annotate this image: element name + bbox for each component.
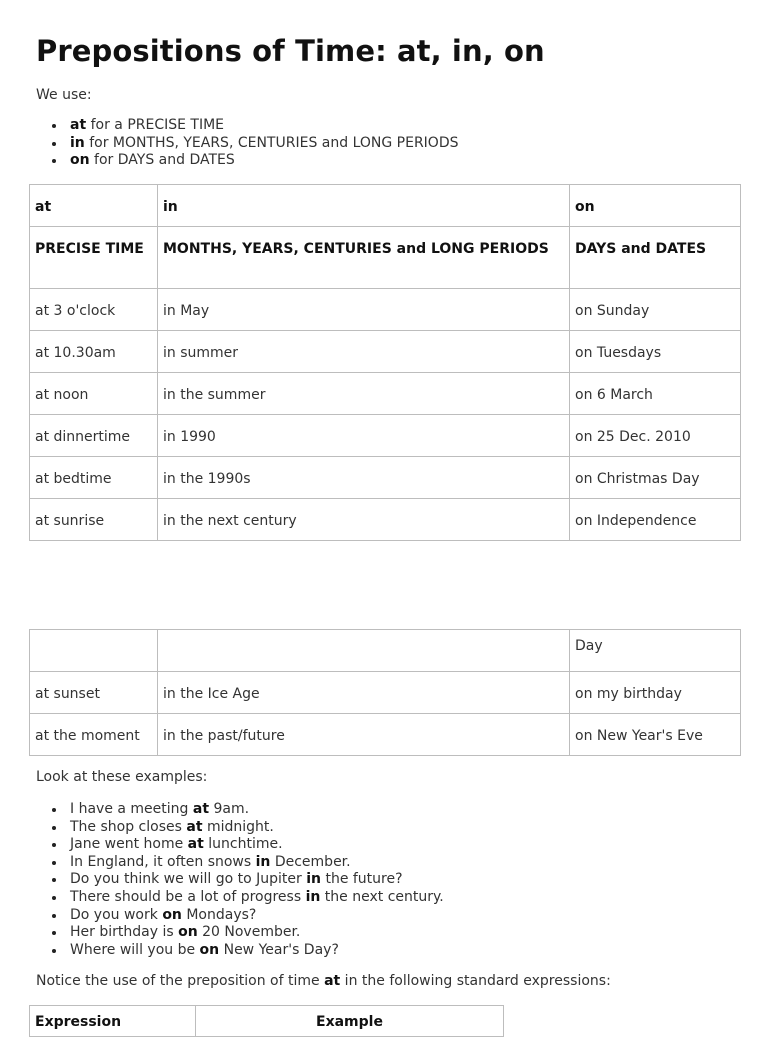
use-description: for DAYS and DATES: [89, 152, 235, 169]
table-row: [30, 714, 741, 756]
use-keyword: on: [70, 152, 90, 169]
notice-text-pre: Notice the use of the preposition of time: [36, 973, 325, 989]
table-cell: in the past/future: [158, 714, 570, 756]
table-row: [30, 289, 741, 331]
table-cell: in the 1990s: [158, 457, 570, 499]
notice-text: [36, 973, 611, 989]
table-cell: at dinnertime: [30, 415, 158, 457]
example-keyword: at: [187, 836, 204, 853]
table-cell: at bedtime: [30, 457, 158, 499]
example-item: [36, 801, 444, 819]
example-text-post: midnight.: [202, 818, 274, 835]
table-row: [30, 227, 741, 289]
example-text-pre: Do you work: [70, 906, 163, 923]
use-keyword: in: [70, 134, 85, 151]
use-description: for a PRECISE TIME: [86, 117, 225, 133]
example-text-post: 20 November.: [197, 924, 301, 941]
table-cell: on Sunday: [570, 289, 741, 331]
prepositions-table-continued: [29, 629, 741, 756]
example-item: [36, 907, 444, 925]
table-cell: PRECISE TIME: [30, 227, 158, 289]
example-keyword: in: [306, 871, 321, 888]
intro-text: We use:: [36, 87, 92, 103]
table-cell: on Tuesdays: [570, 331, 741, 373]
notice-text-post: in the following standard expressions:: [340, 973, 611, 989]
use-keyword: at: [70, 117, 87, 133]
example-text-post: New Year's Day?: [219, 941, 339, 958]
example-item: [36, 819, 444, 837]
example-keyword: on: [199, 941, 220, 958]
table-cell: DAYS and DATES: [570, 227, 741, 289]
table-header-row: [30, 185, 741, 227]
table-cell: [30, 630, 158, 672]
expressions-header-example: Example: [196, 1006, 504, 1037]
example-keyword: on: [178, 924, 198, 941]
table-row: [30, 373, 741, 415]
example-keyword: at: [192, 801, 210, 817]
example-keyword: in: [305, 888, 321, 905]
example-text-pre: The shop closes: [70, 818, 187, 835]
example-text-post: 9am.: [209, 801, 250, 817]
table-cell: MONTHS, YEARS, CENTURIES and LONG PERIODS: [158, 227, 570, 289]
expressions-header-expression: Expression: [30, 1006, 196, 1037]
example-text-pre: Her birthday is: [70, 924, 179, 941]
table-cell: at sunrise: [30, 499, 158, 541]
example-text-pre: Where will you be: [70, 941, 200, 958]
example-keyword: in: [255, 853, 271, 870]
table-cell: in summer: [158, 331, 570, 373]
example-text-post: Mondays?: [181, 906, 257, 923]
examples-list: [36, 801, 444, 959]
example-text-pre: I have a meeting: [70, 801, 193, 817]
example-text-post: the next century.: [320, 888, 444, 905]
example-item: [36, 924, 444, 942]
prepositions-table: [29, 184, 741, 541]
table-cell: at 10.30am: [30, 331, 158, 373]
table-cell: in May: [158, 289, 570, 331]
example-text-pre: Do you think we will go to Jupiter: [70, 871, 307, 888]
use-item: [36, 135, 459, 153]
table-cell: in the Ice Age: [158, 672, 570, 714]
example-text-post: the future?: [321, 871, 403, 888]
example-item: [36, 854, 444, 872]
table-cell: on Christmas Day: [570, 457, 741, 499]
example-item: [36, 942, 444, 960]
table-cell: in the next century: [158, 499, 570, 541]
table-row: [30, 331, 741, 373]
uses-list: [36, 117, 459, 170]
table-cell: at sunset: [30, 672, 158, 714]
table-row: [30, 499, 741, 541]
use-item: [36, 152, 459, 170]
table-cell: at 3 o'clock: [30, 289, 158, 331]
example-item: [36, 836, 444, 854]
table-cell: at the moment: [30, 714, 158, 756]
table-cell: [158, 630, 570, 672]
use-description: for MONTHS, YEARS, CENTURIES and LONG PERIODS: [84, 134, 459, 151]
page-title: Prepositions of Time: at, in, on: [36, 34, 545, 68]
use-item: [36, 117, 459, 135]
table-cell: on 6 March: [570, 373, 741, 415]
table-cell: on 25 Dec. 2010: [570, 415, 741, 457]
table-cell: in 1990: [158, 415, 570, 457]
example-item: [36, 889, 444, 907]
table-header-cell: on: [570, 185, 741, 227]
table-row: [30, 415, 741, 457]
table-cell: on New Year's Eve: [570, 714, 741, 756]
examples-intro: Look at these examples:: [36, 769, 208, 785]
table-cell: in the summer: [158, 373, 570, 415]
table-cell: at noon: [30, 373, 158, 415]
example-keyword: on: [162, 906, 182, 923]
table-row: [30, 672, 741, 714]
table-header-cell: in: [158, 185, 570, 227]
table-header-cell: at: [30, 185, 158, 227]
table-row: [30, 457, 741, 499]
example-text-pre: There should be a lot of progress: [70, 888, 306, 905]
table-cell: on Independence: [570, 499, 741, 541]
table-cell: Day: [570, 630, 741, 672]
table-row: [30, 630, 741, 672]
example-text-pre: In England, it often snows: [70, 853, 256, 870]
example-keyword: at: [186, 818, 203, 835]
notice-keyword: at: [324, 973, 341, 989]
expressions-table: [29, 1005, 504, 1037]
example-text-post: December.: [270, 853, 351, 870]
table-cell: on my birthday: [570, 672, 741, 714]
example-text-post: lunchtime.: [203, 836, 283, 853]
example-text-pre: Jane went home: [70, 836, 188, 853]
example-item: [36, 871, 444, 889]
